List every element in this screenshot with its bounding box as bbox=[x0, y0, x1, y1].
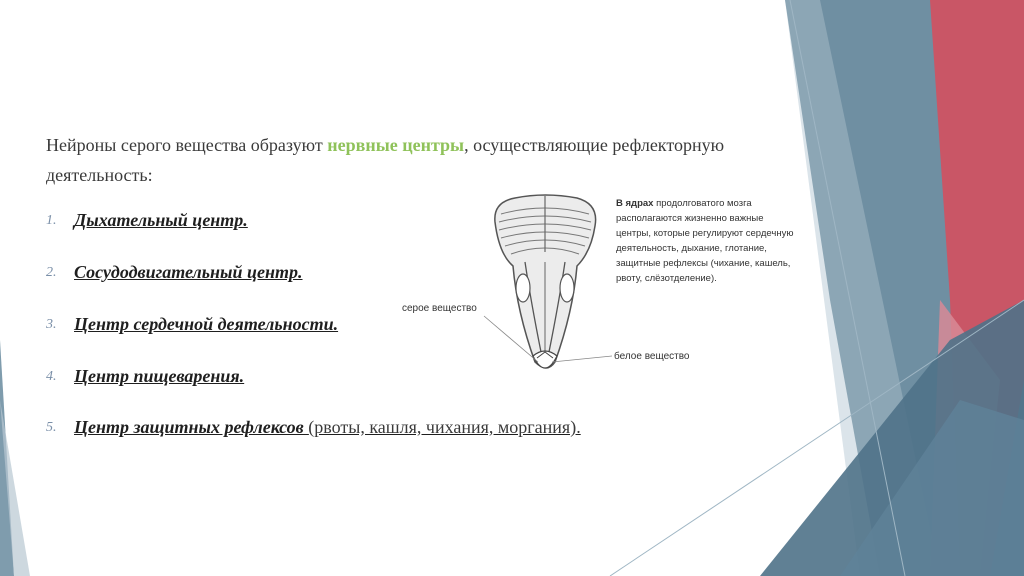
item-label bbox=[74, 314, 338, 335]
item-rest: (рвоты, кашля, чихания, моргания). bbox=[308, 417, 581, 437]
item-label bbox=[74, 366, 244, 387]
intro-after: , осуществляющие рефлекторную деятельность: bbox=[46, 135, 725, 185]
figure-caption bbox=[616, 196, 796, 286]
item-label-text: Центр защитных рефлексов bbox=[74, 417, 309, 437]
intro-highlight: нервные центры bbox=[327, 135, 465, 155]
item-number: 5. bbox=[46, 420, 57, 435]
caption-bold: В ядрах bbox=[616, 198, 654, 209]
label-gray-matter: серое вещество bbox=[402, 303, 477, 314]
item-label-text: Сосудодвигательный центр. bbox=[74, 262, 303, 282]
item-number: 1. bbox=[46, 213, 57, 228]
item-label-text: Центр пищеварения. bbox=[74, 366, 245, 386]
intro-before: Нейроны серого вещества образуют bbox=[46, 135, 328, 155]
item-label-text: Дыхательный центр. bbox=[74, 210, 248, 230]
medulla-illustration bbox=[485, 192, 605, 382]
intro-paragraph bbox=[46, 130, 746, 190]
caption-text: продолговатого мозга располагаются жизненно важные центры, которые регулируют сердечную деятельность, дыхание, глотание, защитные рефлексы (чихание, кашель, рвоту, слёзотделение). bbox=[616, 198, 794, 284]
item-number: 4. bbox=[46, 369, 57, 384]
item-number: 3. bbox=[46, 317, 57, 332]
item-label bbox=[74, 210, 248, 231]
item-label bbox=[74, 417, 581, 438]
label-white-matter: белое вещество bbox=[614, 351, 690, 362]
item-label bbox=[74, 262, 303, 283]
item-label-text: Центр сердечной деятельности. bbox=[74, 314, 339, 334]
item-number: 2. bbox=[46, 265, 57, 280]
